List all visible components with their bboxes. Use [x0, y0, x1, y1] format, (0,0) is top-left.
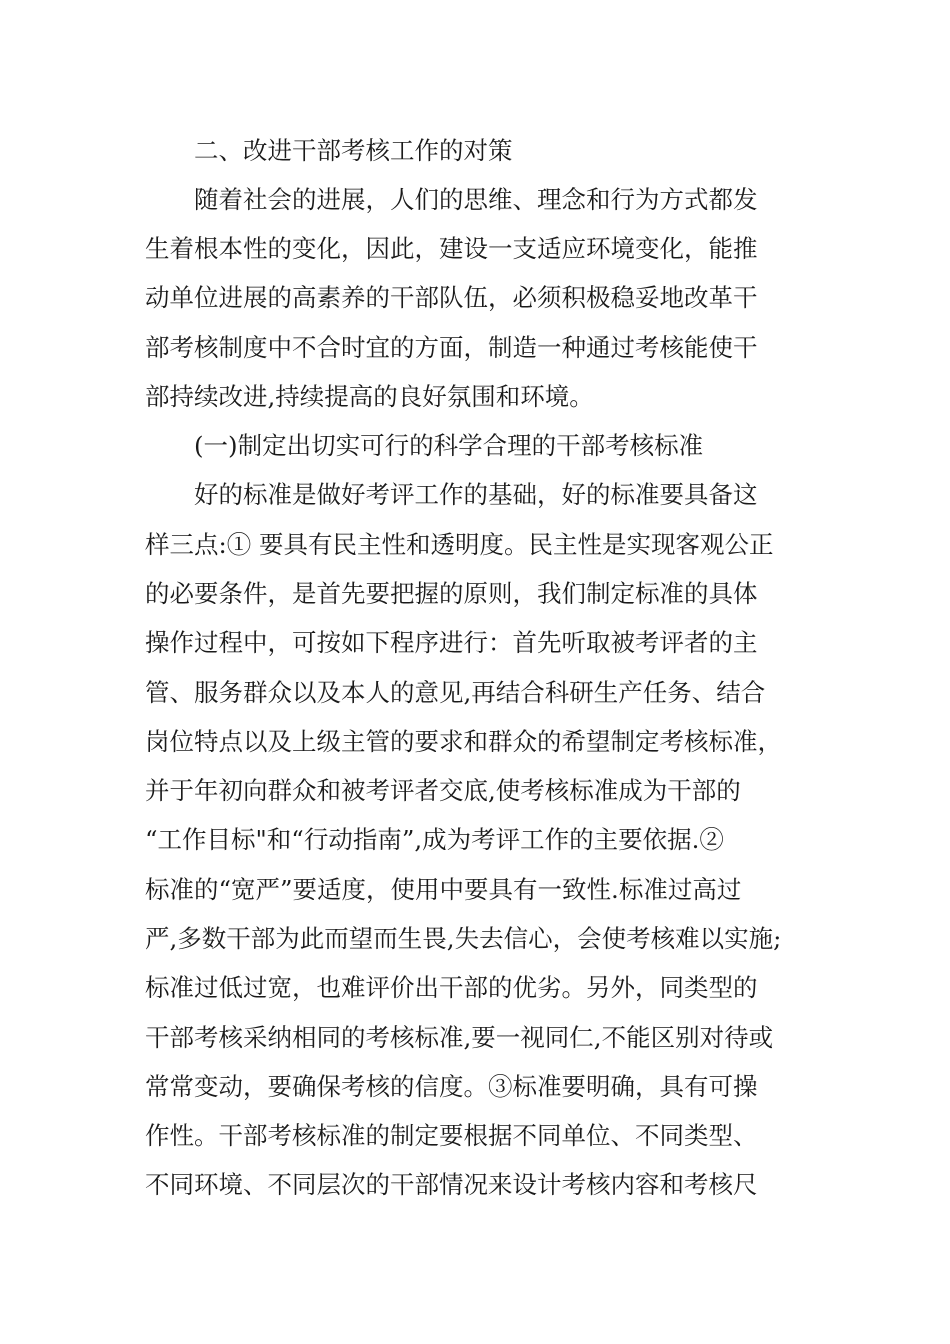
- paragraph-line: 随着社会的进展，人们的思维、理念和行为方式都发: [194, 185, 758, 214]
- paragraph-line: 作性。干部考核标准的制定要根据不同单位、不同类型、: [145, 1121, 758, 1150]
- paragraph-line: 操作过程中，可按如下程序进行：首先听取被考评者的主: [145, 628, 758, 657]
- paragraph-line: 生着根本性的变化，因此，建设一支适应环境变化，能推: [145, 234, 758, 263]
- paragraph-line: 管、服务群众以及本人的意见,再结合科研生产任务、结合: [145, 678, 766, 707]
- paragraph-line: 并于年初向群众和被考评者交底,使考核标准成为干部的: [145, 776, 741, 805]
- paragraph-line: 常常变动，要确保考核的信度。③标准要明确，具有可操: [145, 1072, 758, 1101]
- subsection-heading: (一)制定出切实可行的科学合理的干部考核标准: [194, 431, 704, 460]
- section-heading: 二、改进干部考核工作的对策: [194, 136, 513, 165]
- paragraph-line: 部考核制度中不合时宜的方面，制造一种通过考核能使干: [145, 333, 758, 362]
- paragraph-line: 严,多数干部为此而望而生畏,失去信心，会使考核难以实施;: [145, 924, 782, 953]
- paragraph-line: “工作目标"和“行动指南”,成为考评工作的主要依据.②: [145, 825, 724, 854]
- paragraph-line: 标准的“宽严”要适度，使用中要具有一致性.标准过高过: [145, 875, 742, 904]
- paragraph-line: 动单位进展的高素养的干部队伍，必须积极稳妥地改革干: [145, 283, 758, 312]
- paragraph-line: 的必要条件，是首先要把握的原则，我们制定标准的具体: [145, 579, 758, 608]
- paragraph-line: 部持续改进,持续提高的良好氛围和环境。: [145, 382, 594, 411]
- paragraph-line: 好的标准是做好考评工作的基础，好的标准要具备这: [194, 480, 758, 509]
- paragraph-line: 样三点:① 要具有民主性和透明度。民主性是实现客观公正: [145, 530, 774, 559]
- paragraph-line: 不同环境、不同层次的干部情况来设计考核内容和考核尺: [145, 1170, 758, 1199]
- paragraph-line: 干部考核采纳相同的考核标准,要一视同仁,不能区别对待或: [145, 1023, 774, 1052]
- paragraph-line: 标准过低过宽，也难评价出干部的优劣。另外，同类型的: [145, 973, 758, 1002]
- paragraph-line: 岗位特点以及上级主管的要求和群众的希望制定考核标准，: [145, 727, 782, 756]
